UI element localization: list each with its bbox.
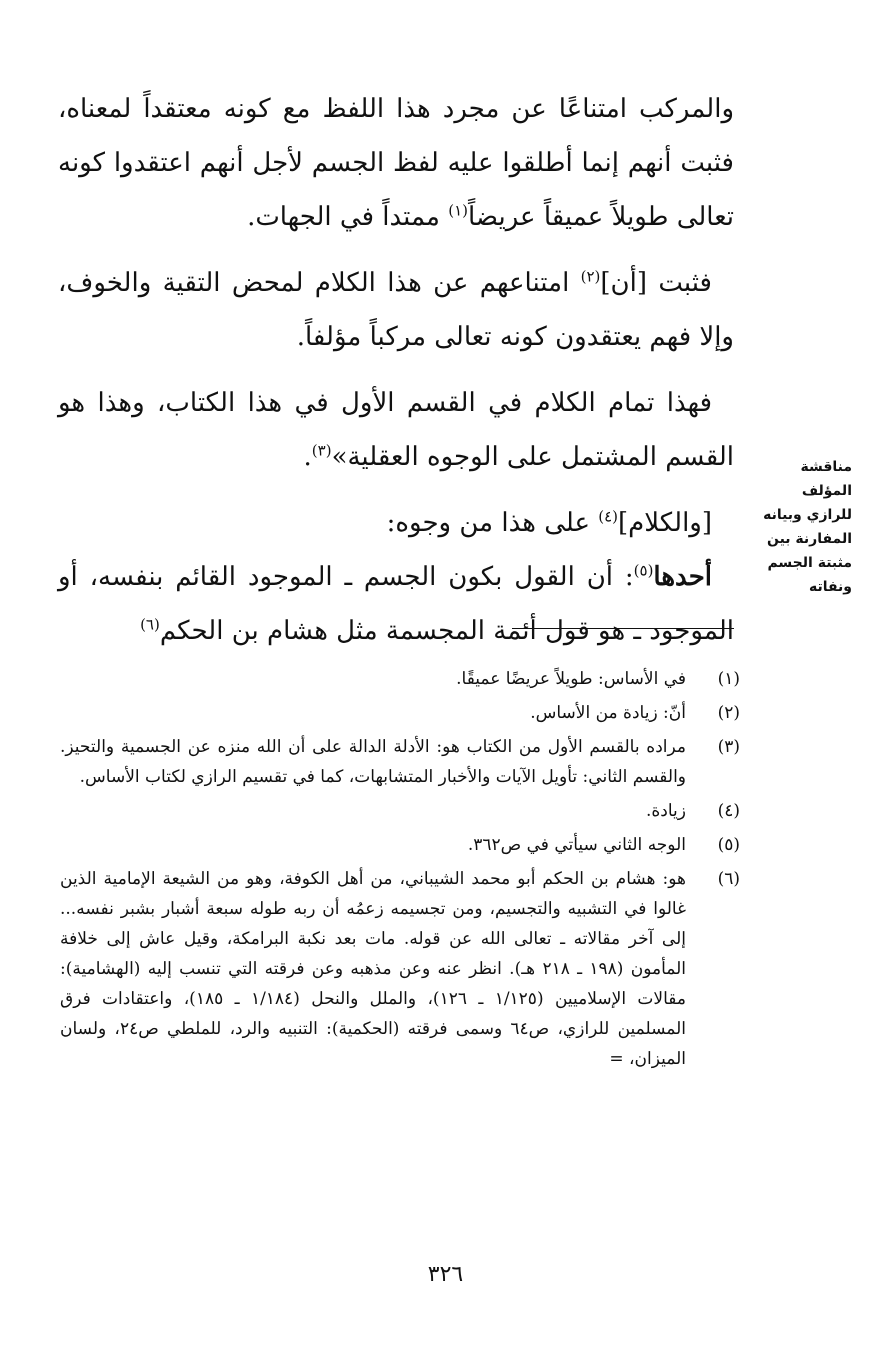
footnote-number: (٦) <box>717 869 740 889</box>
footnote-text: زيادة. <box>645 801 686 821</box>
margin-note-line: المفارنة بين <box>766 531 852 547</box>
footnote-text: الوجه الثاني سيأتي في ص٣٦٢. <box>467 835 686 855</box>
margin-note-line: ونفاته <box>808 579 852 595</box>
footnote-marker-5: (٥) <box>633 561 654 580</box>
paragraph-4 <box>58 496 734 550</box>
page-number: ٣٢٦ <box>427 1262 464 1287</box>
footnote-6 <box>60 864 740 1074</box>
margin-note <box>752 455 852 599</box>
paragraph-5 <box>58 550 734 658</box>
footnote-marker-4: (٤) <box>598 507 619 526</box>
paragraph-2-start: فثبت [أن] <box>600 268 712 298</box>
footnote-marker-3: (٣) <box>311 441 332 460</box>
footnote-number: (٢) <box>717 703 740 723</box>
paragraph-5-text: : أن القول بكون الجسم ـ الموجود القائم بنفسه، أو الموجود ـ هو قول أئمة المجسمة مثل هشام بن الحكم <box>58 562 734 646</box>
paragraph-3 <box>58 376 734 484</box>
paragraph-2 <box>58 256 734 364</box>
main-text <box>58 82 734 658</box>
paragraph-4-end: على هذا من وجوه: <box>386 508 599 538</box>
footnote-text: مراده بالقسم الأول من الكتاب هو: الأدلة الدالة على أن الله منزه عن الجسمية والتحيز. والقسم الثاني: تأويل الآيات والأخبار المتشابهات، كما في تقسيم الرازي لكتاب الأساس. <box>60 737 686 787</box>
footnote-number: (٣) <box>717 737 740 757</box>
paragraph-4-start: [والكلام] <box>618 508 712 538</box>
footnote-marker-1: (١) <box>448 201 468 220</box>
footnote-separator <box>512 628 734 629</box>
footnote-4 <box>60 796 740 826</box>
footnote-number: (٥) <box>717 835 740 855</box>
paragraph-2-end: امتناعهم عن هذا الكلام لمحض التقية والخوف، وإلا فهم يعتقدون كونه تعالى مركباً مؤلفاً. <box>58 268 734 352</box>
margin-note-line: مثبتة الجسم <box>767 555 852 571</box>
footnote-1 <box>60 664 740 694</box>
footnote-marker-6: (٦) <box>140 615 160 634</box>
footnote-text: هو: هشام بن الحكم أبو محمد الشيباني، من أهل الكوفة، وهو من الشيعة الإمامية الذين غالوا في التشبيه والتجسيم، ومن تجسيمه زعمُه أن ربه طوله سبعة أشبار بشبر نفسه... إلى آخر مقالاته ـ تعالى الله عن قوله. مات بعد نكبة البرامكة، وقيل عاش إلى خلافة المأمون (١٩٨ ـ ٢١٨ هـ). انظر عنه وعن مذهبه وعن فرقته التي تنسب إليه (الهشامية): مقالات الإسلاميين (١/١٢٥ ـ ١٢٦)، والملل والنحل (١/١٨٤ ـ ١٨٥)، واعتقادات فرق المسلمين للرازي، ص٦٤ وسمى فرقته (الحكمية): التنبيه والرد، للملطي ص٢٤، ولسان الميزان، = <box>60 869 687 1069</box>
footnote-5 <box>60 830 740 860</box>
footnote-number: (٤) <box>717 801 740 821</box>
paragraph-3-text: فهذا تمام الكلام في القسم الأول في هذا الكتاب، وهذا هو القسم المشتمل على الوجوه العقلية» <box>58 388 734 472</box>
footnote-text: في الأساس: طويلاً عريضًا عميقًا. <box>456 669 686 689</box>
footnote-2 <box>60 698 740 728</box>
paragraph-1 <box>58 82 734 244</box>
margin-note-line: المؤلف <box>801 483 852 499</box>
footnote-text: أنّ: زيادة من الأساس. <box>530 703 686 723</box>
footnote-3 <box>60 732 740 792</box>
margin-note-line: للرازي وبيانه <box>763 507 852 523</box>
paragraph-1-end: ممتداً في الجهات. <box>247 202 449 232</box>
paragraph-5-heading: أحدها <box>653 562 712 592</box>
margin-note-line: مناقشة <box>800 459 852 475</box>
footnotes <box>60 664 740 1078</box>
paragraph-3-end: . <box>303 442 312 472</box>
footnote-number: (١) <box>717 669 740 689</box>
paragraph-1-text: والمركب امتناعًا عن مجرد هذا اللفظ مع كونه معتقداً لمعناه، فثبت أنهم إنما أطلقوا عليه لفظ الجسم لأجل أنهم اعتقدوا كونه تعالى طويلاً عميقاً عريضاً <box>58 94 734 232</box>
footnote-marker-2: (٢) <box>580 267 601 286</box>
